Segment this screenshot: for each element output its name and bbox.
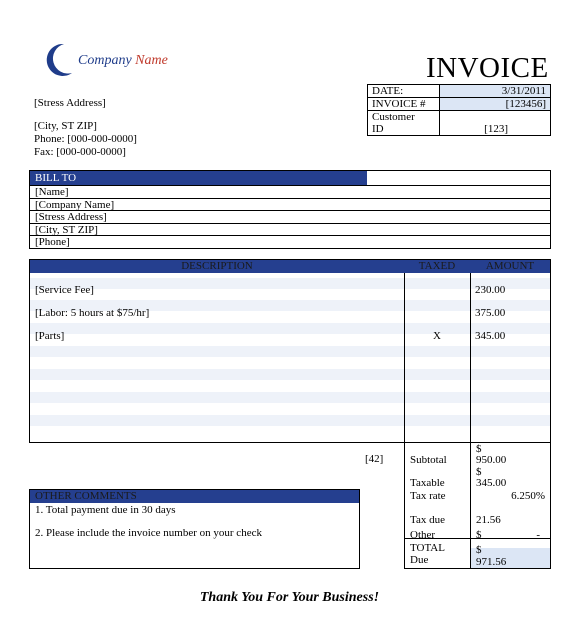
bill-to-street: [Stress Address]	[30, 210, 550, 223]
row-stripe	[30, 392, 550, 403]
line-items-header	[30, 260, 550, 273]
other-currency: $	[476, 529, 482, 541]
tax-rate-label: Tax rate	[410, 490, 446, 502]
column-divider	[470, 273, 471, 442]
subtotal-label: Subtotal	[410, 454, 447, 466]
sender-phone: Phone: [000-000-0000]	[34, 133, 137, 145]
taxable-currency: $	[476, 466, 482, 478]
taxable-label: Taxable	[410, 477, 445, 489]
sender-street: [Stress Address]	[34, 97, 106, 109]
sender-fax: Fax: [000-000-0000]	[34, 146, 126, 158]
company-logo-icon	[42, 42, 76, 78]
row-stripe	[30, 346, 550, 357]
totals-section	[404, 443, 551, 569]
item-description: [Labor: 5 hours at $75/hr]	[35, 307, 150, 319]
bill-to-city: [City, ST ZIP]	[30, 223, 550, 236]
item-description: [Service Fee]	[35, 284, 94, 296]
other-comments-section	[29, 489, 360, 569]
company-name-word: Name	[135, 53, 168, 68]
row-stripe	[30, 369, 550, 380]
comment-line: 2. Please include the invoice number on your check	[35, 527, 262, 539]
taxable-value: 345.00	[476, 477, 507, 489]
total-due-label-line2: Due	[410, 554, 429, 566]
tax-rate-value: 6.250%	[511, 490, 545, 502]
tax-due-value: 21.56	[476, 514, 501, 526]
company-name	[78, 53, 168, 69]
amount-header: AMOUNT	[485, 260, 535, 272]
row-stripe	[30, 278, 550, 289]
bill-to-header	[30, 171, 550, 185]
row-stripe	[30, 415, 550, 426]
column-divider	[404, 273, 405, 442]
comment-line: 1. Total payment due in 30 days	[35, 504, 176, 516]
bill-to-phone: [Phone]	[30, 235, 550, 248]
customer-id-label-line1: Customer	[372, 111, 415, 123]
sender-city: [City, ST ZIP]	[34, 120, 97, 132]
company-word: Company	[78, 53, 132, 68]
subtotal-value: 950.00	[476, 454, 507, 466]
customer-id-label-line2: ID	[372, 123, 384, 135]
invoice-meta-table	[367, 84, 551, 136]
date-label: DATE:	[368, 85, 440, 98]
row-stripe	[30, 323, 550, 334]
item-description: [Parts]	[35, 330, 65, 342]
item-amount: 230.00	[475, 284, 506, 296]
customer-id-label	[368, 111, 440, 136]
bill-to-title: BILL TO	[30, 171, 367, 185]
subtotal-currency: $	[476, 443, 482, 455]
bill-to-name: [Name]	[30, 185, 550, 198]
description-header: DESCRIPTION	[181, 260, 253, 272]
reference-number: [42]	[365, 453, 384, 465]
tax-due-label: Tax due	[410, 514, 445, 526]
invoice-number-label: INVOICE #	[368, 98, 440, 111]
customer-id-value: [123]	[440, 111, 551, 136]
date-value: 3/31/2011	[440, 85, 551, 98]
invoice-number-value: [123456]	[440, 98, 551, 111]
sender-address	[34, 97, 106, 110]
other-comments-header: OTHER COMMENTS	[30, 490, 359, 503]
line-items-table	[29, 259, 551, 443]
item-amount: 375.00	[475, 307, 506, 319]
item-amount: 345.00	[475, 330, 506, 342]
other-label: Other	[410, 529, 436, 541]
total-due-value: 971.56	[476, 556, 507, 568]
invoice-title: INVOICE	[426, 52, 549, 84]
total-due-currency: $	[476, 544, 482, 556]
other-value: -	[536, 529, 540, 541]
sender-contact	[34, 120, 137, 159]
bill-to-section	[29, 170, 551, 249]
taxed-header: TAXED	[418, 260, 456, 272]
thank-you-message: Thank You For Your Business!	[199, 590, 380, 605]
bill-to-company: [Company Name]	[30, 198, 550, 211]
total-due-label-line1: TOTAL	[410, 542, 445, 554]
item-taxed-mark: X	[433, 330, 441, 342]
